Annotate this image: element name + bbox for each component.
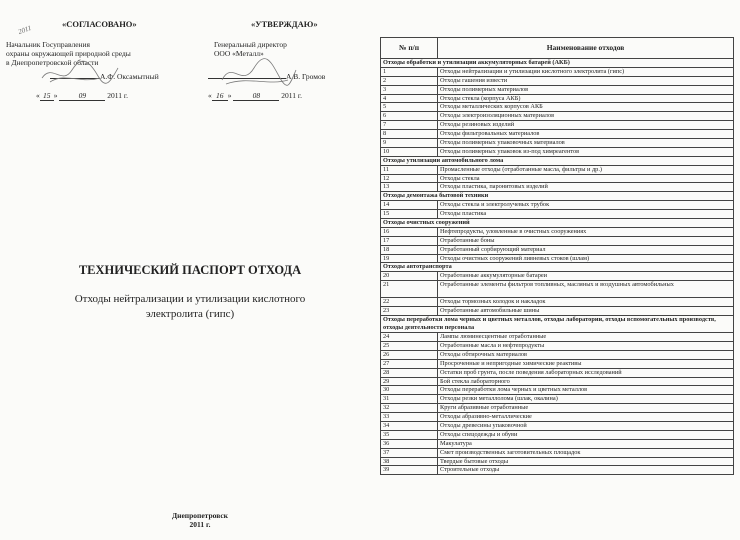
footer-year: 2011 г. bbox=[189, 520, 211, 529]
agreed-position-line1: Начальник Госуправления bbox=[6, 40, 90, 49]
row-number: 36 bbox=[381, 439, 438, 448]
table-row bbox=[381, 421, 734, 430]
table-row bbox=[381, 281, 734, 298]
row-number: 16 bbox=[381, 227, 438, 236]
section-title: Отходы утилизации автомобильного лома bbox=[381, 156, 734, 165]
table-row bbox=[381, 430, 734, 439]
row-waste-name: Строительные отходы bbox=[438, 466, 734, 475]
row-waste-name: Отходы металлических корпусов АКБ bbox=[438, 103, 734, 112]
table-row bbox=[381, 254, 734, 263]
row-number: 7 bbox=[381, 121, 438, 130]
row-waste-name: Отходы пластика bbox=[438, 210, 734, 219]
table-row bbox=[381, 174, 734, 183]
col-number-header: № п/п bbox=[381, 38, 438, 59]
section-title: Отходы обработки и утилизации аккумуляторных батарей (АКБ) bbox=[381, 59, 734, 68]
table-row bbox=[381, 413, 734, 422]
approved-month: 08 bbox=[233, 91, 279, 101]
table-row bbox=[381, 245, 734, 254]
agreed-position-line3: в Днепропетровской области bbox=[6, 58, 99, 67]
row-number: 6 bbox=[381, 112, 438, 121]
table-body bbox=[381, 59, 734, 475]
row-number: 9 bbox=[381, 139, 438, 148]
table-row bbox=[381, 350, 734, 359]
row-number: 14 bbox=[381, 201, 438, 210]
row-number: 34 bbox=[381, 421, 438, 430]
row-waste-name: Отходы полимерных упаковок из-под химреагентов bbox=[438, 147, 734, 156]
approved-date bbox=[208, 91, 302, 101]
approved-signature bbox=[218, 58, 298, 90]
approved-year: 2011 г. bbox=[281, 91, 302, 100]
row-waste-name: Отходы обтирочных материалов bbox=[438, 350, 734, 359]
row-number: 25 bbox=[381, 341, 438, 350]
row-number: 4 bbox=[381, 94, 438, 103]
agreed-name: А.Ф. Оксамытный bbox=[100, 72, 159, 81]
passport-subtitle-line2: электролита (гипс) bbox=[145, 308, 235, 320]
row-number: 20 bbox=[381, 272, 438, 281]
table-row bbox=[381, 359, 734, 368]
agreed-month: 09 bbox=[59, 91, 105, 101]
row-waste-name: Отходы очистных сооружений ливневых стоков (шлам) bbox=[438, 254, 734, 263]
footer-city: Днепропетровск bbox=[171, 511, 228, 520]
table-row bbox=[381, 448, 734, 457]
table-row bbox=[381, 103, 734, 112]
row-waste-name: Отходы стекла и электролучевых трубок bbox=[438, 201, 734, 210]
row-number: 17 bbox=[381, 236, 438, 245]
row-number: 24 bbox=[381, 333, 438, 342]
row-waste-name: Макулатура bbox=[438, 439, 734, 448]
table-row bbox=[381, 377, 734, 386]
row-number: 37 bbox=[381, 448, 438, 457]
row-waste-name: Смет производственных заготовительных площадок bbox=[438, 448, 734, 457]
table-row bbox=[381, 307, 734, 316]
row-number: 2 bbox=[381, 76, 438, 85]
quote-close: » bbox=[227, 91, 232, 100]
table-row bbox=[381, 341, 734, 350]
row-number: 23 bbox=[381, 307, 438, 316]
table-row bbox=[381, 130, 734, 139]
row-waste-name: Отходы стекла bbox=[438, 174, 734, 183]
footer bbox=[140, 511, 260, 529]
row-number: 15 bbox=[381, 210, 438, 219]
approved-name: А.В. Громов bbox=[286, 72, 326, 81]
table-row bbox=[381, 112, 734, 121]
row-waste-name: Промасленные отходы (отработанные масла, фильтры и др.) bbox=[438, 165, 734, 174]
table-row bbox=[381, 94, 734, 103]
row-waste-name: Отходы стекла (корпуса АКБ) bbox=[438, 94, 734, 103]
section-title: Отходы очистных сооружений bbox=[381, 219, 734, 228]
row-waste-name: Бой стекла лабораторного bbox=[438, 377, 734, 386]
agreed-header: «СОГЛАСОВАНО» bbox=[62, 19, 137, 29]
approved-position-line1: Генеральный директор bbox=[214, 40, 287, 49]
section-title: Отходы автотранспорта bbox=[381, 263, 734, 272]
row-number: 29 bbox=[381, 377, 438, 386]
table-row bbox=[381, 139, 734, 148]
row-number: 30 bbox=[381, 386, 438, 395]
row-waste-name: Отходы полимерных упаковочных материалов bbox=[438, 139, 734, 148]
row-waste-name: Отходы пластика, паронитовых изделий bbox=[438, 183, 734, 192]
agreed-day: 15 bbox=[40, 91, 54, 101]
row-waste-name: Остатки проб грунта, после поведения лабораторных исследований bbox=[438, 368, 734, 377]
row-number: 1 bbox=[381, 67, 438, 76]
row-number: 38 bbox=[381, 457, 438, 466]
row-number: 5 bbox=[381, 103, 438, 112]
quote-close: » bbox=[53, 91, 58, 100]
row-number: 13 bbox=[381, 183, 438, 192]
row-waste-name: Отходы фильтровальных материалов bbox=[438, 130, 734, 139]
passport-subtitle-line1: Отходы нейтрализации и утилизации кислотного bbox=[74, 293, 306, 305]
row-waste-name: Отработанный сорбирующий материал bbox=[438, 245, 734, 254]
row-number: 26 bbox=[381, 350, 438, 359]
quote-open: « bbox=[208, 91, 212, 100]
handwritten-mark: 2011 bbox=[17, 23, 33, 37]
row-waste-name: Отработанные элементы фильтров топливных, масляных и воздушных автомобильных bbox=[438, 281, 734, 298]
row-waste-name: Отходы древесины упаковочной bbox=[438, 421, 734, 430]
row-waste-name: Отходы полимерных материалов bbox=[438, 85, 734, 94]
agreed-position-line2: охраны окружающей природной среды bbox=[6, 49, 131, 58]
row-waste-name: Просроченные и непригодные химические реактивы bbox=[438, 359, 734, 368]
row-waste-name: Отходы электроизоляционных материалов bbox=[438, 112, 734, 121]
row-waste-name: Отходы резиновых изделий bbox=[438, 121, 734, 130]
table-row bbox=[381, 227, 734, 236]
passport-title: ТЕХНИЧЕСКИЙ ПАСПОРТ ОТХОДА bbox=[78, 263, 302, 277]
row-number: 31 bbox=[381, 395, 438, 404]
table-row bbox=[381, 298, 734, 307]
table-row bbox=[381, 121, 734, 130]
waste-table bbox=[380, 37, 734, 475]
table-row bbox=[381, 368, 734, 377]
row-waste-name: Отходы абразивно-металлические bbox=[438, 413, 734, 422]
table-row bbox=[381, 183, 734, 192]
table-row bbox=[381, 404, 734, 413]
row-number: 28 bbox=[381, 368, 438, 377]
table-section-row bbox=[381, 59, 734, 68]
table-row bbox=[381, 272, 734, 281]
table-section-row bbox=[381, 263, 734, 272]
agreed-signature bbox=[40, 58, 120, 88]
table-row bbox=[381, 201, 734, 210]
row-waste-name: Лампы люминесцентные отработанные bbox=[438, 333, 734, 342]
row-number: 8 bbox=[381, 130, 438, 139]
passport-subtitle bbox=[40, 292, 340, 322]
row-number: 35 bbox=[381, 430, 438, 439]
approved-position-line2: ООО «Металл» bbox=[214, 49, 264, 58]
table-row bbox=[381, 466, 734, 475]
table-header-row bbox=[381, 38, 734, 59]
row-number: 12 bbox=[381, 174, 438, 183]
row-waste-name: Круги абразивные отработанные bbox=[438, 404, 734, 413]
table-row bbox=[381, 439, 734, 448]
table-row bbox=[381, 67, 734, 76]
row-number: 11 bbox=[381, 165, 438, 174]
quote-open: « bbox=[36, 91, 40, 100]
row-number: 19 bbox=[381, 254, 438, 263]
row-waste-name: Отходы нейтрализации и утилизации кислотного электролита (гипс) bbox=[438, 67, 734, 76]
row-waste-name: Отработанные масла и нефтепродукты bbox=[438, 341, 734, 350]
table-row bbox=[381, 457, 734, 466]
section-title: Отходы демонтажа бытовой техники bbox=[381, 192, 734, 201]
row-number: 10 bbox=[381, 147, 438, 156]
section-title: Отходы переработки лома черных и цветных металлов, отходы лаборатории, отходы вспомогательных производств, отходы деятельности персонала bbox=[381, 316, 734, 333]
row-waste-name: Твердые бытовые отходы bbox=[438, 457, 734, 466]
row-number: 22 bbox=[381, 298, 438, 307]
row-number: 32 bbox=[381, 404, 438, 413]
table-row bbox=[381, 147, 734, 156]
row-number: 39 bbox=[381, 466, 438, 475]
agreed-date bbox=[36, 91, 128, 101]
approved-day: 16 bbox=[212, 91, 228, 101]
row-number: 27 bbox=[381, 359, 438, 368]
table-row bbox=[381, 76, 734, 85]
approved-header: «УТВЕРЖДАЮ» bbox=[251, 19, 318, 29]
table-row bbox=[381, 386, 734, 395]
agreed-year: 2011 г. bbox=[107, 91, 128, 100]
col-name-header: Наименование отходов bbox=[438, 38, 734, 59]
table-section-row bbox=[381, 316, 734, 333]
row-waste-name: Отходы гашения извести bbox=[438, 76, 734, 85]
row-waste-name: Отходы тормозных колодок и накладок bbox=[438, 298, 734, 307]
table-row bbox=[381, 85, 734, 94]
approved-position bbox=[214, 40, 364, 58]
row-waste-name: Отходы спецодежды и обуви bbox=[438, 430, 734, 439]
row-waste-name: Отработанные автомобильные шины bbox=[438, 307, 734, 316]
table-section-row bbox=[381, 219, 734, 228]
row-waste-name: Отходы резки металлолома (шлак, окалина) bbox=[438, 395, 734, 404]
row-number: 3 bbox=[381, 85, 438, 94]
table-row bbox=[381, 236, 734, 245]
row-number: 33 bbox=[381, 413, 438, 422]
table-row bbox=[381, 210, 734, 219]
table-row bbox=[381, 395, 734, 404]
table-section-row bbox=[381, 156, 734, 165]
row-waste-name: Отработанные боны bbox=[438, 236, 734, 245]
table-section-row bbox=[381, 192, 734, 201]
row-waste-name: Отработанные аккумуляторные батареи bbox=[438, 272, 734, 281]
table-row bbox=[381, 165, 734, 174]
table-row bbox=[381, 333, 734, 342]
row-number: 21 bbox=[381, 281, 438, 298]
row-waste-name: Отходы переработки лома черных и цветных металлов bbox=[438, 386, 734, 395]
row-number: 18 bbox=[381, 245, 438, 254]
row-waste-name: Нефтепродукты, уловленные в очистных сооружениях bbox=[438, 227, 734, 236]
